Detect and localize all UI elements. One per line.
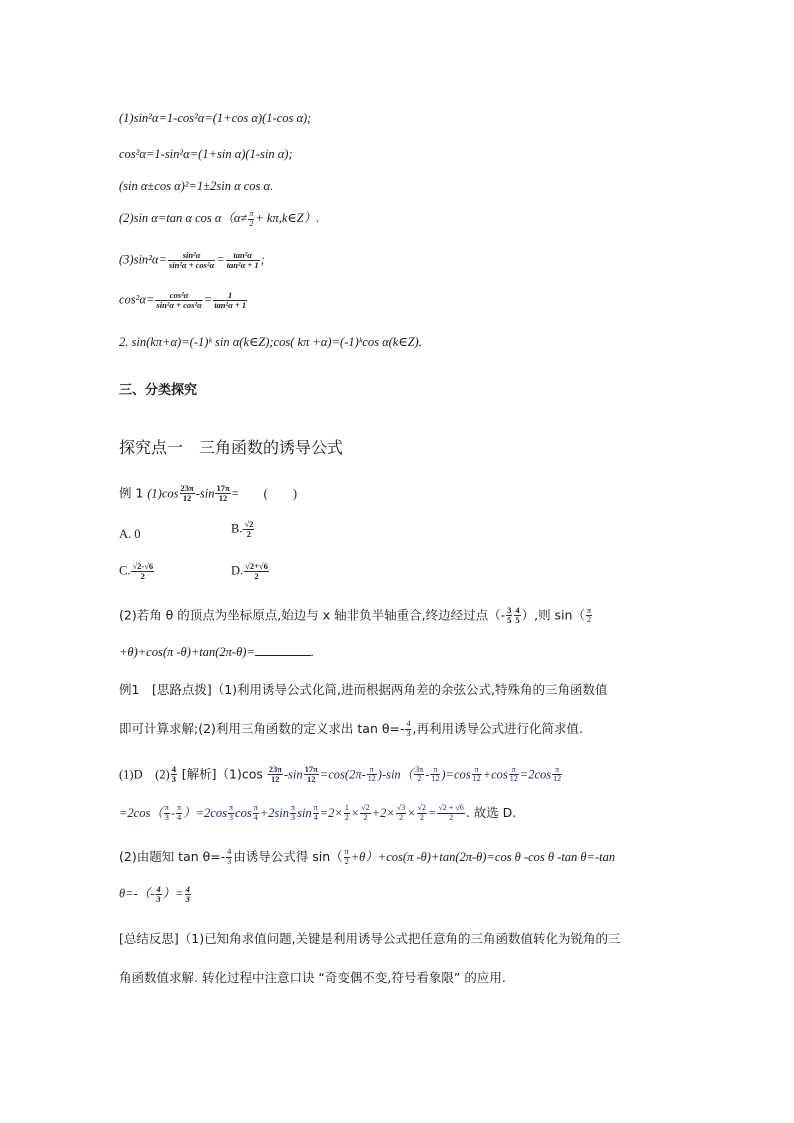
example-1-q1: 例 1 (1)cos $\frac{23\pi}{12}$ -sin $\frac{17\pi}{12}$ = ( ) (119, 483, 297, 504)
choice-a: A. 0 (119, 527, 141, 541)
answer-line-3: (2)由题知 tan θ=- $\frac{4}{3}$ 由诱导公式得 sin（ $\frac{\pi}{2}$ +θ）+cos(π -θ)+tan(2π-θ)=cos θ -cos θ -tan θ=-tan (119, 847, 616, 866)
formula-5: 2. sin(kπ+α)=(-1)ᵏ sin α(k∈Z);cos( kπ +α)=(-1)ᵏcos α(k∈Z). (119, 335, 422, 349)
hint-line-2: 即可计算求解;(2)利用三角函数的定义求出 tan θ=- $\frac{4}{3}$ ,再利用诱导公式进行化简求值. (119, 719, 583, 738)
example-1-q2-line1: (2)若角 θ 的顶点为坐标原点,始边与 x 轴非负半轴重合,终边经过点（- $\frac{3}{5}$ $\frac{4}{5}$ ）,则 sin（ $\frac{\pi}{2}$ (119, 605, 592, 626)
formula-4: cos²α= $\frac{\text{cos²α}}{\text{sin²α + cos²α}}$ = $\frac{1}{\text{tan²α + 1}}$ (119, 290, 247, 311)
formula-2: (2)sin α=tan α cos α（α≠ $\frac{\pi}{2}$ + kπ,k∈Z）. (119, 209, 320, 228)
answer-blank[interactable] (255, 645, 311, 656)
section-heading: 三、分类探究 (119, 383, 198, 398)
choice-b: B. $\frac{√2}{2}$ (231, 519, 254, 540)
formula-1c: (sin α±cos α)²=1±2sin α cos α. (119, 179, 274, 193)
formula-3: (3)sin²α= $\frac{\text{sin²α}}{\text{sin²α + cos²α}}$ = $\frac{\text{tan²α}}{\text{tan²α + 1}}$ ; (119, 250, 265, 271)
hint-line-1: 例1 [思路点拨]（1)利用诱导公式化简,进而根据两角差的余弦公式,特殊角的三角函数值 (119, 682, 608, 697)
example-1-q2-line2: +θ)+cos(π -θ)+tan(2π-θ)= . (119, 645, 314, 659)
formula-1b: cos²α=1-sin²α=(1+sin α)(1-sin α); (119, 147, 293, 161)
answer-line-1: (1)D (2) $\frac{4}{3}$ [解析]（1)cos $\frac{23\pi}{12}$ -sin $\frac{17\pi}{12}$ =cos(2π- $\frac{\pi}{12}$ )-sin（ $\frac{3\pi}{2}$ - $\frac{\pi}{12}$ )=cos $\frac{\pi}{12}$ +cos $\frac{\pi}{12}$ =2cos $\frac{\pi}{12}$ (119, 764, 562, 785)
answer-line-2: =2cos（ $\frac{\pi}{3}$ - $\frac{\pi}{4}$ ）=2cos $\frac{\pi}{3}$ cos $\frac{\pi}{4}$ +2sin $\frac{\pi}{3}$ sin $\frac{\pi}{4}$ =2× $\frac{1}{2}$ × $\frac{√2}{2}$ +2× $\frac{√3}{2}$ × $\frac{√2}{2}$ = $\frac{√2 + √6}{2}$ . 故选 D. (119, 803, 517, 822)
explore-heading: 探究点一 三角函数的诱导公式 (119, 438, 344, 457)
choice-c: C. $\frac{√2-√6}{2}$ (119, 561, 154, 582)
summary-line-2: 角函数值求解. 转化过程中注意口诀 “奇变偶不变,符号看象限” 的应用. (119, 970, 506, 985)
formula-1a: (1)sin²α=1-cos²α=(1+cos α)(1-cos α); (119, 111, 312, 125)
summary-line-1: [总结反思]（1)已知角求值问题,关键是利用诱导公式把任意角的三角函数值转化为锐角的三 (119, 931, 621, 946)
choice-d: D. $\frac{√2+√6}{2}$ (231, 561, 268, 582)
answer-line-4: θ=-（- $\frac{4}{3}$ ）= $\frac{4}{3}$ (119, 884, 190, 905)
